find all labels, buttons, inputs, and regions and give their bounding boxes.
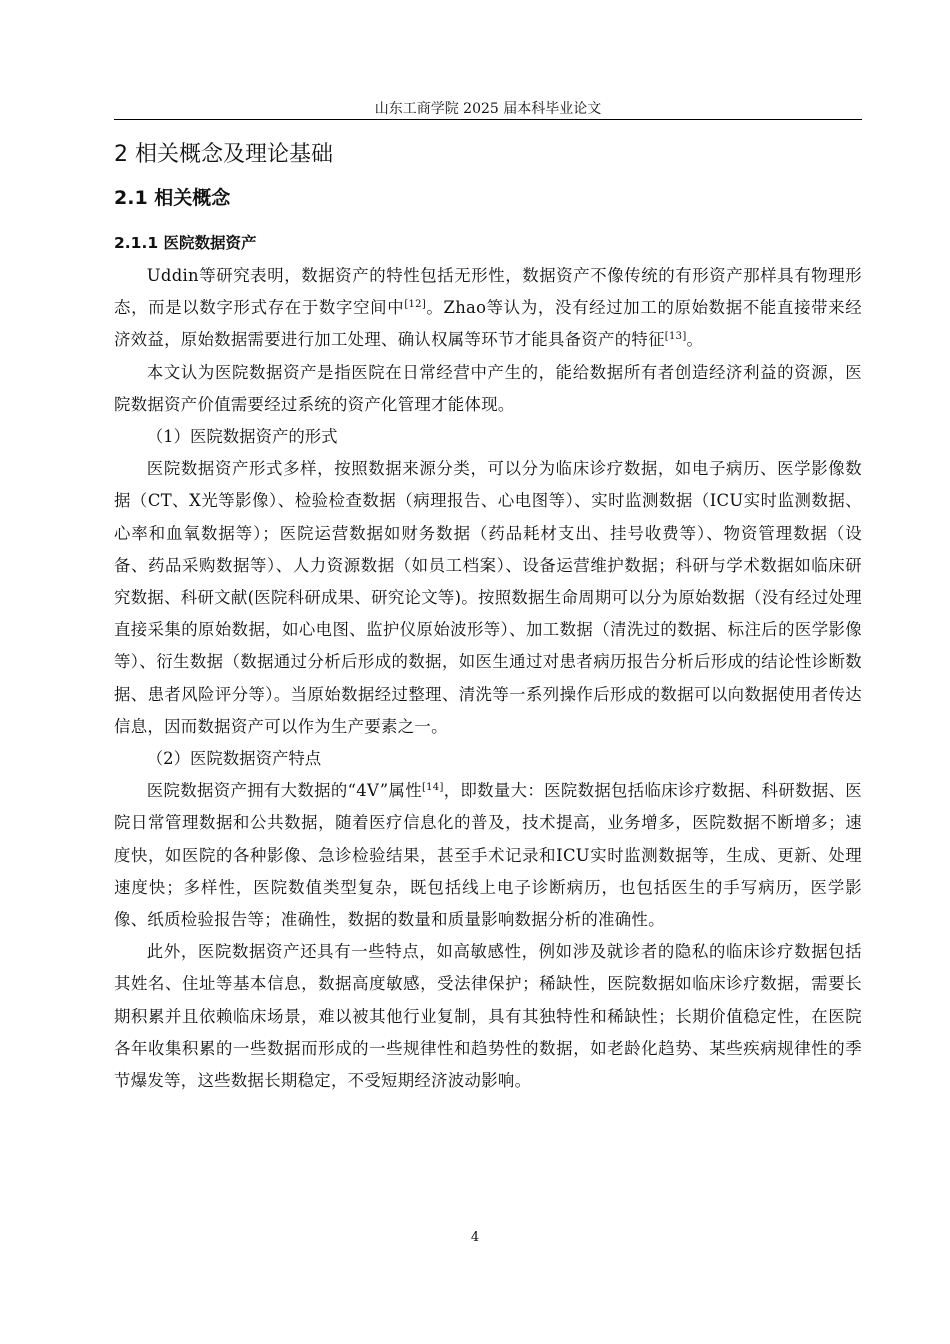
list-heading-1: （1）医院数据资产的形式: [146, 427, 338, 447]
paragraph-3: 医院数据资产形式多样，按照数据来源分类，可以分为临床诊疗数据，如电子病历、医学影像数据（CT、X光等影像）、检验检查数据（病理报告、心电图等）、实时监测数据（ICU实时监测数据、心率和血氧数据等）；医院运营数据如财务数据（药品耗材支出、挂号收费等）、物资管理数据（设备、药品采购数据等）、人力资源数据（如员工档案）、设备运营维护数据；科研与学术数据如临床研究数据、科研文献(医院科研成果、研究论文等)。按照数据生命周期可以分为原始数据（没有经过处理直接采集的原始数据，如心电图、监护仪原始波形等）、加工数据（清洗过的数据、标注后的医学影像等）、衍生数据（数据通过分析后形成的数据，如医生通过对患者病历报告分析后形成的结论性诊断数据、患者风险评分等）。当原始数据经过整理、清洗等一系列操作后形成的数据可以向数据使用者传达信息，因而数据资产可以作为生产要素之一。: [114, 459, 862, 736]
citation-14: [14]: [421, 782, 444, 794]
paragraph-4-text-a: 医院数据资产拥有大数据的“4V”属性: [146, 781, 422, 801]
citation-13: [13]: [664, 331, 687, 343]
subsection-title: 2.1.1 医院数据资产: [114, 234, 257, 252]
chapter-title: 2 相关概念及理论基础: [114, 142, 333, 167]
section-title: 2.1 相关概念: [114, 187, 231, 209]
paragraph-1-text-c: 。: [686, 330, 704, 350]
paragraph-4-text-b: ，即数量大：医院数据包括临床诊疗数据、科研数据、医院日常管理数据和公共数据，随着医疗信息化的普及，技术提高，业务增多，医院数据不断增多；速度快，如医院的各种影像、急诊检验结果，甚至手术记录和ICU实时监测数据等，生成、更新、处理速度快；多样性，医院数值类型复杂，既包括线上电子诊断病历，也包括医生的手写病历，医学影像、纸质检验报告等；准确性，数据的数量和质量影响数据分析的准确性。: [114, 781, 863, 930]
list-heading-2: （2）医院数据资产特点: [146, 749, 322, 769]
running-header: 山东工商学院 2025 届本科毕业论文: [374, 101, 602, 117]
paragraph-1-text-a: Uddin等研究表明，数据资产的特性包括无形性，数据资产不像传统的有形资产那样具有物理形态，而是以数字形式存在于数字空间中: [114, 266, 862, 318]
citation-12: [12]: [404, 299, 427, 311]
paragraph-2: 本文认为医院数据资产是指医院在日常经营中产生的，能给数据所有者创造经济利益的资源，医院数据资产价值需要经过系统的资产化管理才能体现。: [114, 362, 862, 414]
page-number: 4: [470, 1230, 480, 1245]
paragraph-1: [114, 260, 862, 357]
paragraph-1-text-b: 。Zhao等认为，没有经过加工的原始数据不能直接带来经济效益，原始数据需要进行加工处理、确认权属等环节才能具备资产的特征: [114, 298, 862, 350]
paragraph-5: 此外，医院数据资产还具有一些特点，如高敏感性，例如涉及就诊者的隐私的临床诊疗数据包括其姓名、住址等基本信息，数据高度敏感，受法律保护；稀缺性，医院数据如临床诊疗数据，需要长期积累并且依赖临床场景，难以被其他行业复制，具有其独特性和稀缺性；长期价值稳定性，在医院各年收集积累的一些数据而形成的一些规律性和趋势性的数据，如老龄化趋势、某些疾病规律性的季节爆发等，这些数据长期稳定，不受短期经济波动影响。: [114, 942, 862, 1091]
header-rule: [114, 119, 862, 120]
paragraph-4: [114, 775, 862, 936]
body-text: [114, 260, 862, 1097]
